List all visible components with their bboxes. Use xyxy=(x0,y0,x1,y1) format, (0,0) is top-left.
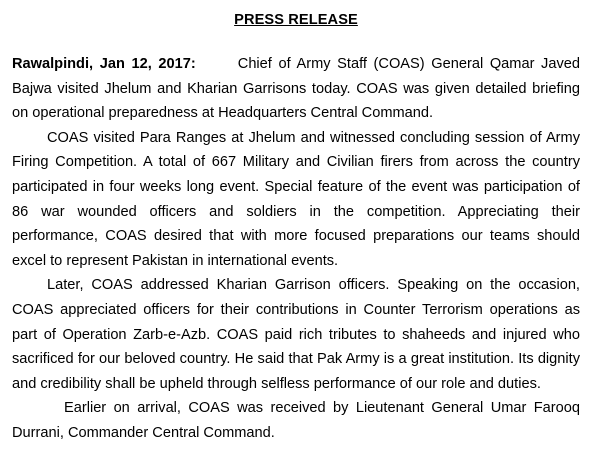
page-title: PRESS RELEASE xyxy=(234,12,358,28)
paragraph-2: COAS visited Para Ranges at Jhelum and witnessed concluding session of Army Firing Competition. A total of 667 Military and Civilian firers from across the country participated in four weeks long event. Special feature of the event was participation of 86 war wounded officers and soldiers in the competition. Appreciating their performance, COAS desired that with more focused preparations our teams should excel to represent Pakistan in international events. xyxy=(12,129,580,269)
dateline-text: Rawalpindi, Jan 12, 2017 xyxy=(12,56,191,72)
paragraph-4: Earlier on arrival, COAS was received by Lieutenant General Umar Farooq Durrani, Commander Central Command. xyxy=(12,400,580,441)
dateline xyxy=(12,56,196,72)
paragraph-1-text: Chief of Army Staff (COAS) General Qamar Javed Bajwa visited Jhelum and Kharian Garrisons today. COAS was given detailed briefing on operational preparedness at Headquarters Central Command. xyxy=(12,56,581,122)
paragraph-3: Later, COAS addressed Kharian Garrison officers. Speaking on the occasion, COAS appreciated officers for their contributions in Counter Terrorism operations as part of Operation Zarb-e-Azb. COAS paid rich tributes to shaheeds and injured who sacrificed for our beloved country. He said that Pak Army is a great institution. Its dignity and credibility shall be upheld through selfless performance of our role and duties. xyxy=(12,277,580,392)
press-release-page xyxy=(12,0,580,460)
press-release-body xyxy=(12,52,580,446)
paragraph-1 xyxy=(12,52,580,126)
dateline-colon: : xyxy=(190,56,196,72)
